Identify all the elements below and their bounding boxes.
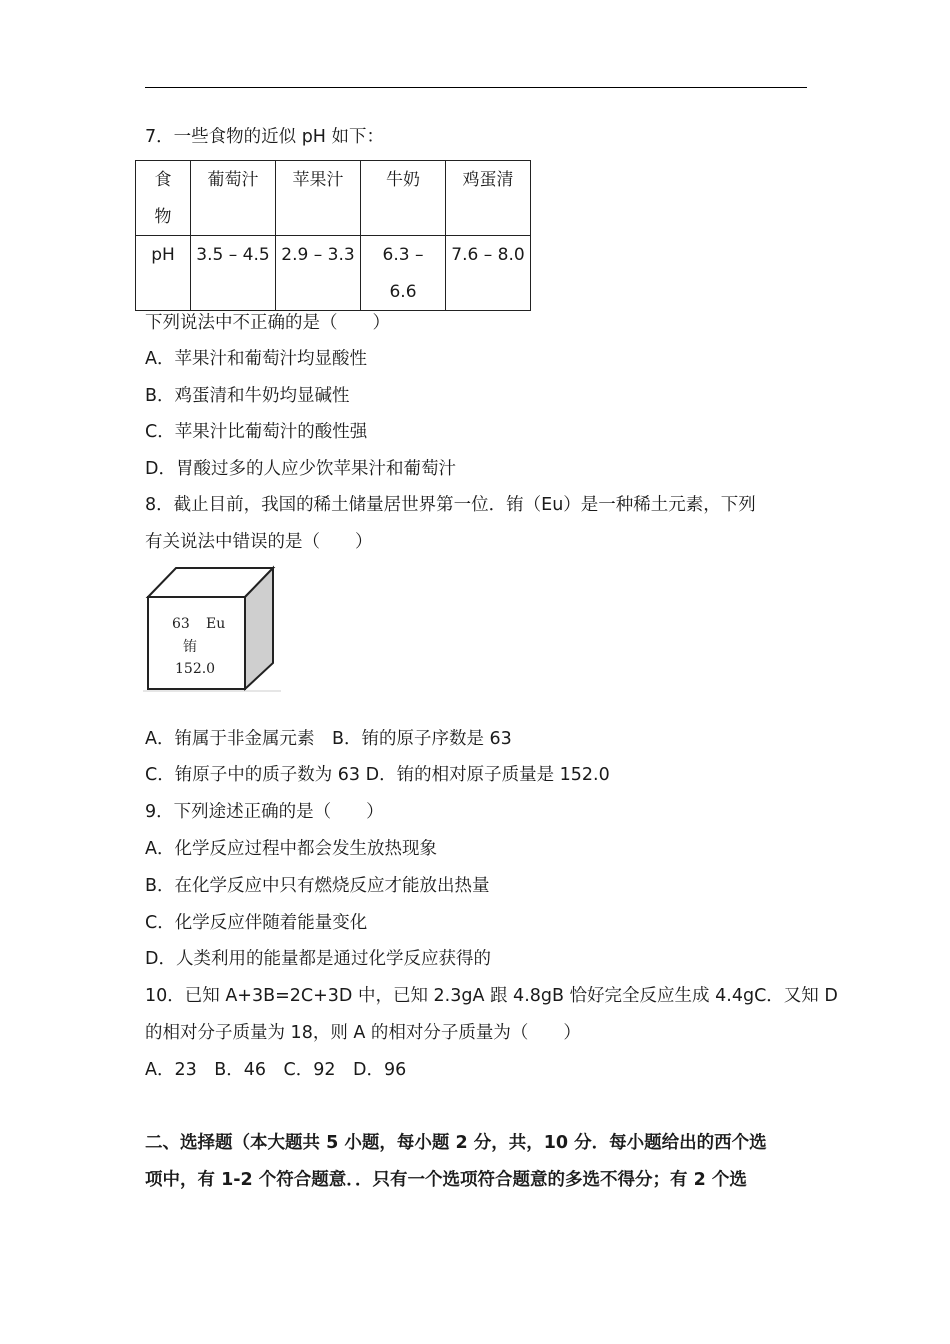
element-cube-figure	[143, 565, 285, 695]
element-name: 铕	[183, 639, 197, 655]
milk-ph-line2: 6.6	[389, 282, 417, 302]
apple-ph: 2.9 – 3.3	[281, 245, 355, 265]
header-rule	[145, 87, 807, 88]
table-row	[136, 236, 531, 311]
q8-stem-line1: 8．截止目前，我国的稀土储量居世界第一位．铕（Eu）是一种稀土元素，下列	[145, 495, 756, 515]
header-grape: 葡萄汁	[207, 170, 259, 190]
q7-stem: 7．一些食物的近似 pH 如下：	[145, 127, 385, 147]
q9-stem: 9．下列途述正确的是（ ）	[145, 802, 384, 822]
grape-ph: 3.5 – 4.5	[196, 245, 270, 265]
cell-milk-ph	[361, 236, 446, 311]
q7-option-c: C．苹果汁比葡萄汁的酸性强	[145, 422, 368, 442]
q9-option-c: C．化学反应伴随着能量变化	[145, 913, 368, 933]
q8-options-line1: A．铕属于非金属元素 B．铕的原子序数是 63	[145, 729, 512, 749]
q10-stem-line1: 10．已知 A+3B=2C+3D 中，已知 2.3gA 跟 4.8gB 恰好完全反应生成 4.4gC．又知 D	[145, 986, 838, 1006]
q8-stem-line2: 有关说法中错误的是（ ）	[145, 532, 373, 552]
atomic-mass: 152.0	[175, 661, 216, 677]
header-cell-grape	[191, 161, 276, 236]
section2-line1: 二、选择题（本大题共 5 小题，每小题 2 分，共，10 分．每小题给出的西个选	[145, 1133, 767, 1153]
header-apple: 苹果汁	[292, 170, 344, 190]
element-symbol: Eu	[206, 616, 226, 632]
q9-option-a: A．化学反应过程中都会发生放热现象	[145, 839, 437, 859]
q10-options: A．23 B．46 C．92 D．96	[145, 1060, 407, 1080]
section2-line2: 项中，有 1-2 个符合题意．．只有一个选项符合题意的多选不得分；有 2 个选	[145, 1170, 747, 1190]
q7-option-b: B．鸡蛋清和牛奶均显碱性	[145, 386, 350, 406]
q7-question: 下列说法中不正确的是（ ）	[145, 313, 390, 333]
header-cell-apple	[276, 161, 361, 236]
cell-egg-ph	[446, 236, 531, 311]
table-header-row	[136, 161, 531, 236]
q7-option-d: D．胃酸过多的人应少饮苹果汁和葡萄汁	[145, 459, 456, 479]
ph-label: pH	[151, 245, 175, 265]
milk-ph-line1: 6.3 –	[382, 245, 424, 265]
ph-table	[135, 160, 531, 311]
q7-option-a: A．苹果汁和葡萄汁均显酸性	[145, 349, 367, 369]
egg-ph: 7.6 – 8.0	[451, 245, 525, 265]
header-egg: 鸡蛋清	[462, 170, 514, 190]
cell-apple-ph	[276, 236, 361, 311]
atomic-number: 63	[172, 616, 190, 632]
header-cell-egg	[446, 161, 531, 236]
header-milk: 牛奶	[386, 170, 420, 190]
q8-options-line2: C．铕原子中的质子数为 63 D．铕的相对原子质量是 152.0	[145, 765, 610, 785]
header-food-line1: 食	[154, 170, 172, 190]
header-cell-food	[136, 161, 191, 236]
cell-ph-label	[136, 236, 191, 311]
header-cell-milk	[361, 161, 446, 236]
header-food-line2: 物	[154, 207, 172, 227]
cell-grape-ph	[191, 236, 276, 311]
q9-option-d: D．人类利用的能量都是通过化学反应获得的	[145, 949, 491, 969]
q9-option-b: B．在化学反应中只有燃烧反应才能放出热量	[145, 876, 490, 896]
q10-stem-line2: 的相对分子质量为 18，则 A 的相对分子质量为（ ）	[145, 1023, 581, 1043]
